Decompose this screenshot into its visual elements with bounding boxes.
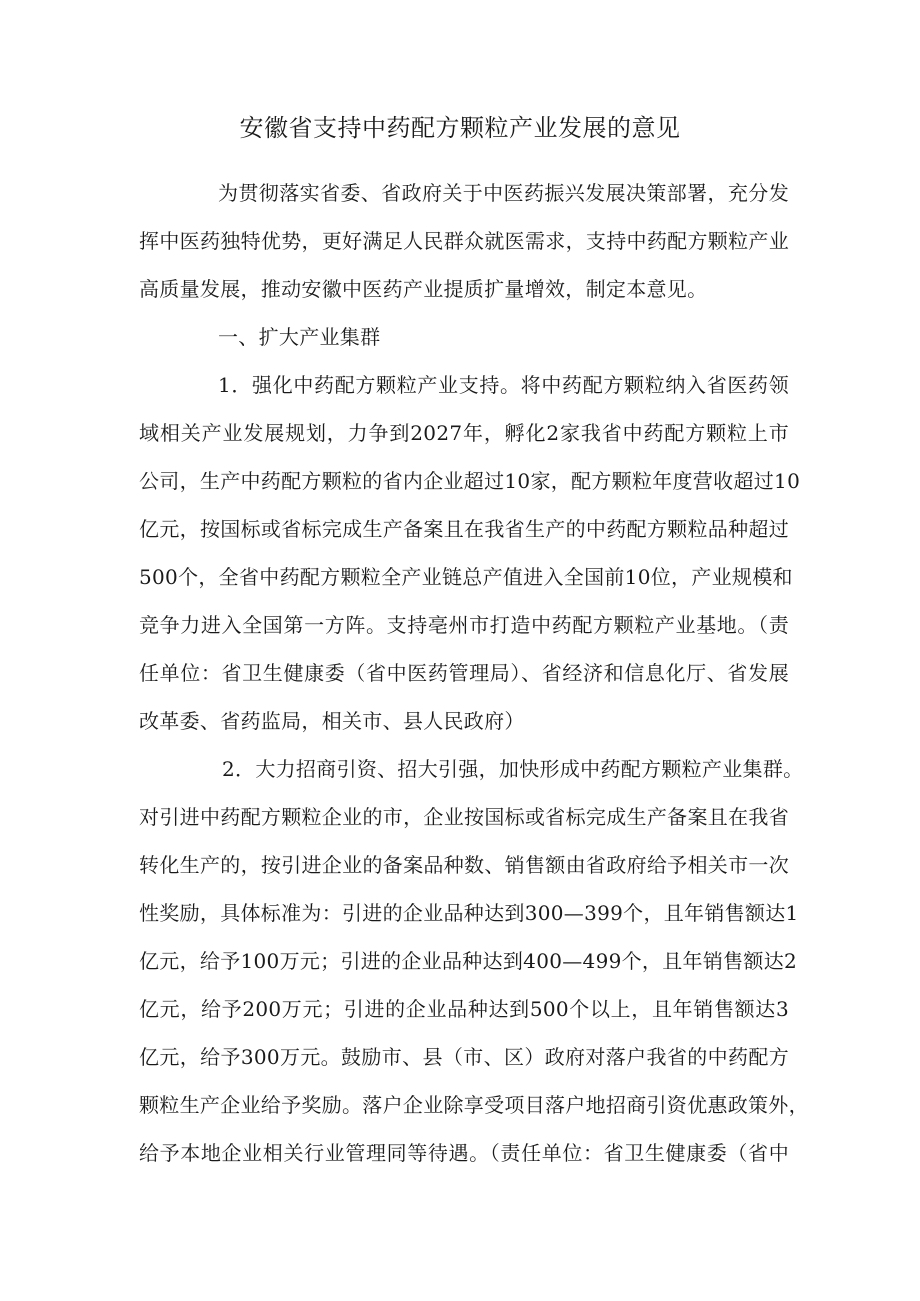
paragraph-line: 改革委、省药监局，相关市、县人民政府）	[139, 709, 525, 733]
section-heading: 一、扩大产业集群	[218, 325, 381, 349]
paragraph-line: 公司，生产中药配方颗粒的省内企业超过10家，配方颗粒年度营收超过10	[139, 469, 801, 493]
paragraph-line: 竞争力进入全国第一方阵。支持亳州市打造中药配方颗粒产业基地。（责	[139, 613, 789, 637]
paragraph-line: 为贯彻落实省委、省政府关于中医药振兴发展决策部署，充分发	[218, 181, 789, 205]
paragraph-line: 1．强化中药配方颗粒产业支持。将中药配方颗粒纳入省医药领	[218, 373, 789, 397]
paragraph-line: 亿元，按国标或省标完成生产备案且在我省生产的中药配方颗粒品种超过	[139, 517, 789, 541]
paragraph-line: 性奖励，具体标准为：引进的企业品种达到300—399个，且年销售额达1	[139, 901, 799, 925]
paragraph-line: 高质量发展，推动安徽中医药产业提质扩量增效，制定本意见。	[139, 277, 708, 301]
paragraph-line: 颗粒生产企业给予奖励。落户企业除享受项目落户地招商引资优惠政策外，	[139, 1093, 809, 1117]
paragraph-line: 亿元，给予100万元；引进的企业品种达到400—499个，且年销售额达2	[139, 949, 798, 973]
paragraph-line: 亿元，给予300万元。鼓励市、县（市、区）政府对落户我省的中药配方	[139, 1045, 789, 1069]
paragraph-line: 转化生产的，按引进企业的备案品种数、销售额由省政府给予相关市一次	[139, 853, 789, 877]
paragraph-line: 500个，全省中药配方颗粒全产业链总产值进入全国前10位，产业规模和	[139, 565, 793, 589]
paragraph-line: 亿元，给予200万元；引进的企业品种达到500个以上，且年销售额达3	[139, 997, 789, 1021]
paragraph-line: 域相关产业发展规划，力争到2027年，孵化2家我省中药配方颗粒上市	[139, 421, 789, 445]
paragraph-line: 任单位：省卫生健康委（省中医药管理局）、省经济和信息化厅、省发展	[139, 661, 789, 685]
paragraph-line: 对引进中药配方颗粒企业的市，企业按国标或省标完成生产备案且在我省	[139, 805, 789, 829]
paragraph-line: 挥中医药独特优势，更好满足人民群众就医需求，支持中药配方颗粒产业	[139, 229, 789, 253]
paragraph-line: 给予本地企业相关行业管理同等待遇。（责任单位：省卫生健康委（省中	[139, 1141, 789, 1165]
document-title: 安徽省支持中药配方颗粒产业发展的意见	[239, 114, 681, 142]
paragraph-line: 2．大力招商引资、招大引强，加快形成中药配方颗粒产业集群。	[222, 757, 804, 781]
